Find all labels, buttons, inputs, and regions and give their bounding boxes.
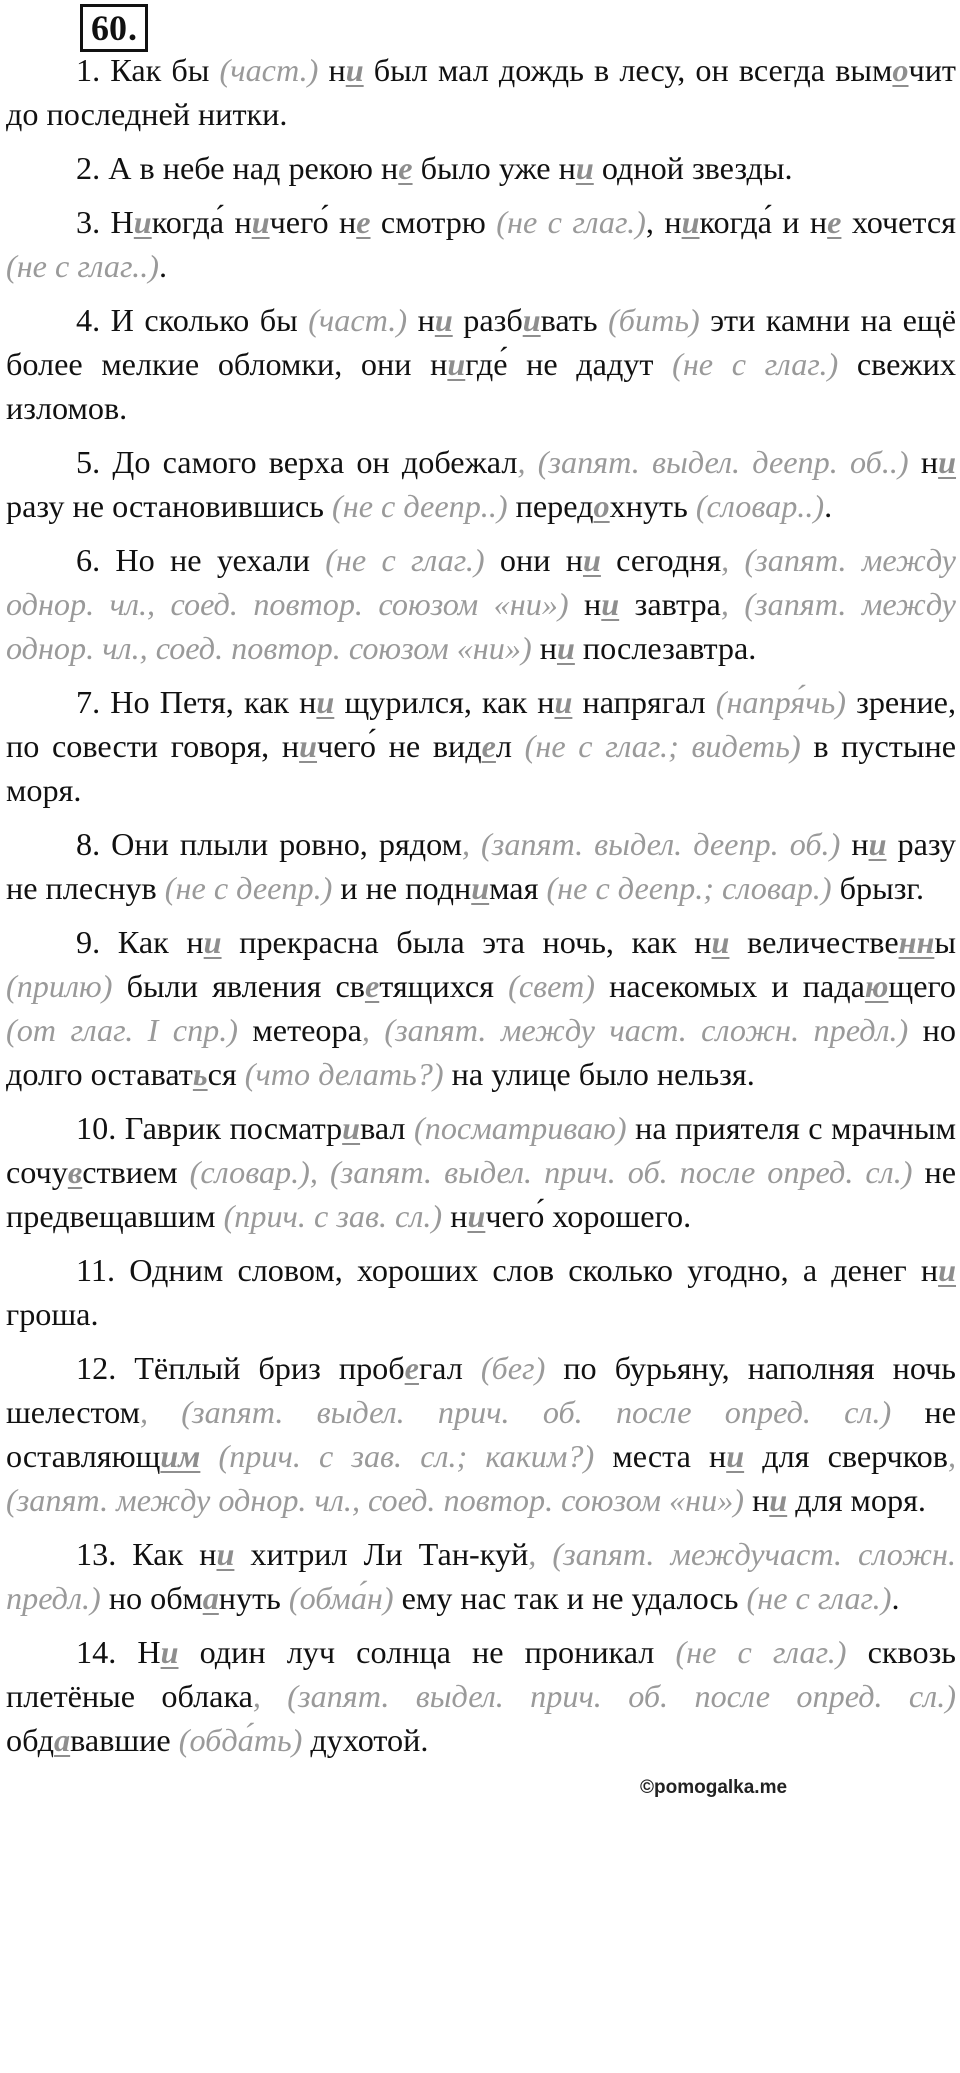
sentence-text: гал	[418, 1350, 481, 1386]
highlighted-spelling: ь	[192, 1056, 208, 1092]
sentence-text: места н	[594, 1438, 727, 1474]
highlighted-spelling: и	[342, 1110, 361, 1146]
grammar-comment: (прич. с зав. сл.; каким?)	[218, 1438, 595, 1474]
sentence-text: был мал дождь в лесу, он всегда вым	[363, 52, 893, 88]
sentence-text: мая	[489, 870, 547, 906]
highlighted-spelling: и	[345, 52, 364, 88]
sentence-text: .	[824, 488, 833, 524]
grammar-comment: (обма́н)	[288, 1580, 394, 1616]
highlighted-spelling: и	[556, 630, 575, 666]
grammar-comment: (свет)	[508, 968, 595, 1004]
grammar-comment: , (запят. между част. сложн. предл.)	[361, 1012, 909, 1048]
grammar-comment: (част.)	[308, 302, 408, 338]
sentence-text: 3. Н	[76, 204, 134, 240]
sentence-text: метеора	[238, 1012, 362, 1048]
grammar-comment: (напря́чь)	[715, 684, 846, 720]
sentence-text: прекрасна была эта ночь, как н	[221, 924, 712, 960]
sentence-text: духотой.	[302, 1722, 429, 1758]
sentence-text: напрягал	[572, 684, 716, 720]
sentence-text: не предвещавшим	[6, 1154, 956, 1234]
sentence-text: чего́ хорошего.	[485, 1198, 692, 1234]
sentence-text: эти камни на ещё более мелкие обломки, они н	[6, 302, 956, 382]
highlighted-spelling: и	[726, 1438, 745, 1474]
sentence-text: завтра	[619, 586, 721, 622]
grammar-comment: (част.)	[219, 52, 319, 88]
sentence-text: .	[158, 248, 168, 284]
highlighted-spelling: и	[299, 728, 318, 764]
sentence-text: зрение, по совести говоря, н	[6, 684, 956, 764]
highlighted-spelling: и	[575, 150, 594, 186]
sentence-text: гроша.	[6, 1296, 99, 1332]
sentence-text: 6. Но не уехали	[76, 542, 326, 578]
sentence-text: когда́ и н	[699, 204, 828, 240]
sentence-text: ы	[934, 924, 956, 960]
grammar-comment: , (запят. выдел. прич. об. после опред. сл.)	[140, 1394, 892, 1430]
highlighted-spelling: е	[398, 150, 413, 186]
grammar-comment: (обда́ть)	[178, 1722, 303, 1758]
sentence-text: для моря.	[787, 1482, 926, 1518]
sentence-text: обд	[6, 1722, 55, 1758]
highlighted-spelling: в	[67, 1154, 83, 1190]
sentence-text: вать	[540, 302, 609, 338]
sentence-text: 10. Гаврик посматр	[76, 1110, 343, 1146]
grammar-comment: , (запят. выдел. деепр. об..)	[517, 444, 909, 480]
highlighted-spelling: а	[202, 1580, 219, 1616]
sentence-text: хочется	[841, 204, 956, 240]
sentence-6	[6, 538, 956, 670]
sentence-text: где́ не дадут	[465, 346, 673, 382]
sentence-text: н	[744, 1482, 770, 1518]
sentence-10	[6, 1106, 956, 1238]
sentence-text: хитрил Ли Тан-куй	[234, 1536, 529, 1572]
highlighted-spelling: и	[160, 1634, 179, 1670]
sentence-text: разу не плеснув	[6, 826, 957, 906]
sentence-text: они н	[484, 542, 583, 578]
highlighted-spelling: им	[160, 1438, 201, 1474]
grammar-comment: (не с глаг..)	[6, 248, 159, 284]
sentence-text: не оставляющ	[6, 1394, 956, 1474]
sentence-text: величестве	[729, 924, 899, 960]
sentence-text: насекомых и пада	[594, 968, 865, 1004]
sentence-text: вал	[360, 1110, 415, 1146]
sentence-text: 5. До самого верха он добежал	[76, 444, 518, 480]
grammar-comment: (прич. с зав. сл.)	[223, 1198, 443, 1234]
highlighted-spelling: а	[54, 1722, 71, 1758]
sentence-text: послезавтра.	[574, 630, 757, 666]
highlighted-spelling: и	[554, 684, 573, 720]
sentence-12	[6, 1346, 956, 1522]
highlighted-spelling: е	[404, 1350, 419, 1386]
highlighted-spelling: и	[601, 586, 620, 622]
grammar-comment: (что делать?)	[244, 1056, 444, 1092]
sentence-text: 2. А в небе над рекою н	[76, 150, 399, 186]
sentence-1	[6, 48, 956, 136]
grammar-comment: (словар..)	[695, 488, 825, 524]
highlighted-spelling: и	[316, 684, 335, 720]
highlighted-spelling: и	[711, 924, 730, 960]
sentence-text: ствием	[82, 1154, 190, 1190]
grammar-comment: (не с глаг.)	[496, 204, 646, 240]
grammar-comment: , (запят. между однор. чл., соед. повтор. союзом «ни»)	[6, 1438, 956, 1518]
highlighted-spelling: е	[356, 204, 371, 240]
sentence-text: н	[531, 630, 557, 666]
sentence-text: разб	[452, 302, 523, 338]
highlighted-spelling: е	[481, 728, 496, 764]
sentence-text: для сверчков	[744, 1438, 948, 1474]
exercise-number-badge	[80, 4, 148, 52]
sentence-4	[6, 298, 956, 430]
highlighted-spelling: и	[769, 1482, 788, 1518]
sentence-text: смотрю	[370, 204, 497, 240]
sentence-text: были явления св	[112, 968, 365, 1004]
sentence-text: вавшие	[70, 1722, 179, 1758]
grammar-comment: , (запят. между однор. чл., соед. повтор. союзом «ни»)	[6, 542, 956, 622]
sentence-text: 13. Как н	[76, 1536, 217, 1572]
grammar-comment: , (запят. выдел. прич. об. после опред. сл.)	[252, 1678, 956, 1714]
grammar-comment: , (запят. выдел. деепр. об.)	[461, 826, 841, 862]
grammar-comment: , (запят. междучаст. сложн. предл.)	[6, 1536, 957, 1616]
highlighted-spelling: и	[582, 542, 601, 578]
highlighted-spelling: и	[467, 1198, 486, 1234]
sentence-text: чит до последней нитки.	[6, 52, 956, 132]
sentence-text: 12. Тёплый бриз проб	[76, 1350, 405, 1386]
sentence-text: ему нас так и не удалось	[393, 1580, 747, 1616]
sentence-text: нуть	[218, 1580, 289, 1616]
highlighted-spelling: и	[938, 444, 957, 480]
sentence-text: когда́ н	[151, 204, 252, 240]
sentence-text: в пустыне моря.	[6, 728, 957, 808]
sentence-text: сквозь плетёные облака	[6, 1634, 956, 1714]
sentence-text: по бурьяну, наполняя ночь шелестом	[6, 1350, 956, 1430]
sentence-8	[6, 822, 956, 910]
sentence-text: н	[318, 52, 346, 88]
sentence-text: щурился, как н	[334, 684, 555, 720]
sentence-2	[6, 146, 956, 190]
grammar-comment: (словар.), (запят. выдел. прич. об. после опред. сл.)	[189, 1154, 913, 1190]
sentence-text: 14. Н	[76, 1634, 161, 1670]
grammar-comment: (посматриваю)	[414, 1110, 627, 1146]
grammar-comment: (бег)	[480, 1350, 546, 1386]
grammar-comment: (бить)	[608, 302, 700, 338]
grammar-comment: (от глаг. I спр.)	[6, 1012, 239, 1048]
sentence-text: , н	[645, 204, 682, 240]
grammar-comment: (не с глаг.; видеть)	[524, 728, 801, 764]
highlighted-spelling: и	[434, 302, 453, 338]
sentence-text: тящихся	[379, 968, 509, 1004]
sentence-text: на приятеля с мрачным сочу	[6, 1110, 957, 1190]
sentence-text: одной звезды.	[593, 150, 793, 186]
watermark: ©pomogalka.me	[640, 1777, 788, 1798]
exercise-number-dot: .	[128, 8, 137, 48]
highlighted-spelling: и	[203, 924, 222, 960]
sentence-text: 1. Как бы	[76, 52, 220, 88]
sentence-text: разу не остановившись	[6, 488, 333, 524]
highlighted-spelling: и	[251, 204, 270, 240]
highlighted-spelling: и	[868, 826, 887, 862]
highlighted-spelling: и	[447, 346, 466, 382]
sentence-text: .	[891, 1580, 900, 1616]
highlighted-spelling: е	[827, 204, 842, 240]
grammar-comment: (не с деепр.; словар.)	[546, 870, 832, 906]
exercise-text	[6, 48, 956, 1762]
grammar-comment: (не с глаг.)	[746, 1580, 892, 1616]
sentence-text: но обм	[100, 1580, 203, 1616]
highlighted-spelling: о	[593, 488, 610, 524]
sentence-text: щего	[888, 968, 956, 1004]
sentence-text: было уже н	[412, 150, 576, 186]
grammar-comment: (прилю)	[6, 968, 113, 1004]
sentence-text: н	[908, 444, 939, 480]
sentence-text: но долго остават	[6, 1012, 956, 1092]
sentence-3	[6, 200, 956, 288]
grammar-comment: (не с глаг.)	[325, 542, 485, 578]
highlighted-spelling: ю	[864, 968, 889, 1004]
sentence-text: н	[407, 302, 435, 338]
sentence-text: один луч солнца не проникал	[178, 1634, 676, 1670]
highlighted-spelling: нн	[898, 924, 935, 960]
sentence-text: 4. И сколько бы	[76, 302, 309, 338]
sentence-text: 9. Как н	[76, 924, 204, 960]
sentence-7	[6, 680, 956, 812]
grammar-comment: , (запят. между однор. чл., соед. повтор. союзом «ни»)	[6, 586, 956, 666]
highlighted-spelling: и	[681, 204, 700, 240]
sentence-text: н	[568, 586, 602, 622]
sentence-text: сегодня	[600, 542, 722, 578]
highlighted-spelling: и	[133, 204, 152, 240]
exercise-number: 60	[91, 8, 127, 48]
sentence-text: н	[840, 826, 869, 862]
sentence-text: на улице было нельзя.	[443, 1056, 755, 1092]
sentence-text: чего́ не вид	[317, 728, 482, 764]
sentence-11	[6, 1248, 956, 1336]
sentence-text: перед	[507, 488, 594, 524]
sentence-5	[6, 440, 956, 528]
grammar-comment: (не с деепр.)	[164, 870, 333, 906]
sentence-text: л	[495, 728, 525, 764]
sentence-14	[6, 1630, 956, 1762]
sentence-text: и не подн	[332, 870, 472, 906]
sentence-text: 8. Они плыли ровно, рядом	[76, 826, 462, 862]
sentence-text: н	[442, 1198, 468, 1234]
sentence-text: свежих изломов.	[6, 346, 956, 426]
sentence-text: брызг.	[831, 870, 925, 906]
grammar-comment: (не с глаг.)	[675, 1634, 847, 1670]
sentence-text: чего́ н	[269, 204, 357, 240]
highlighted-spelling: и	[522, 302, 541, 338]
sentence-text	[200, 1438, 218, 1474]
sentence-text: 7. Но Петя, как н	[76, 684, 317, 720]
highlighted-spelling: е	[364, 968, 380, 1004]
highlighted-spelling: о	[892, 52, 909, 88]
grammar-comment: (не с деепр..)	[332, 488, 508, 524]
sentence-text: ся	[207, 1056, 245, 1092]
sentence-text: 11. Одним словом, хороших слов сколько угодно, а денег н	[76, 1252, 939, 1288]
highlighted-spelling: и	[938, 1252, 956, 1288]
highlighted-spelling: и	[216, 1536, 235, 1572]
grammar-comment: (не с глаг.)	[672, 346, 839, 382]
highlighted-spelling: и	[471, 870, 490, 906]
sentence-13	[6, 1532, 956, 1620]
sentence-text: хнуть	[609, 488, 696, 524]
sentence-9	[6, 920, 956, 1096]
